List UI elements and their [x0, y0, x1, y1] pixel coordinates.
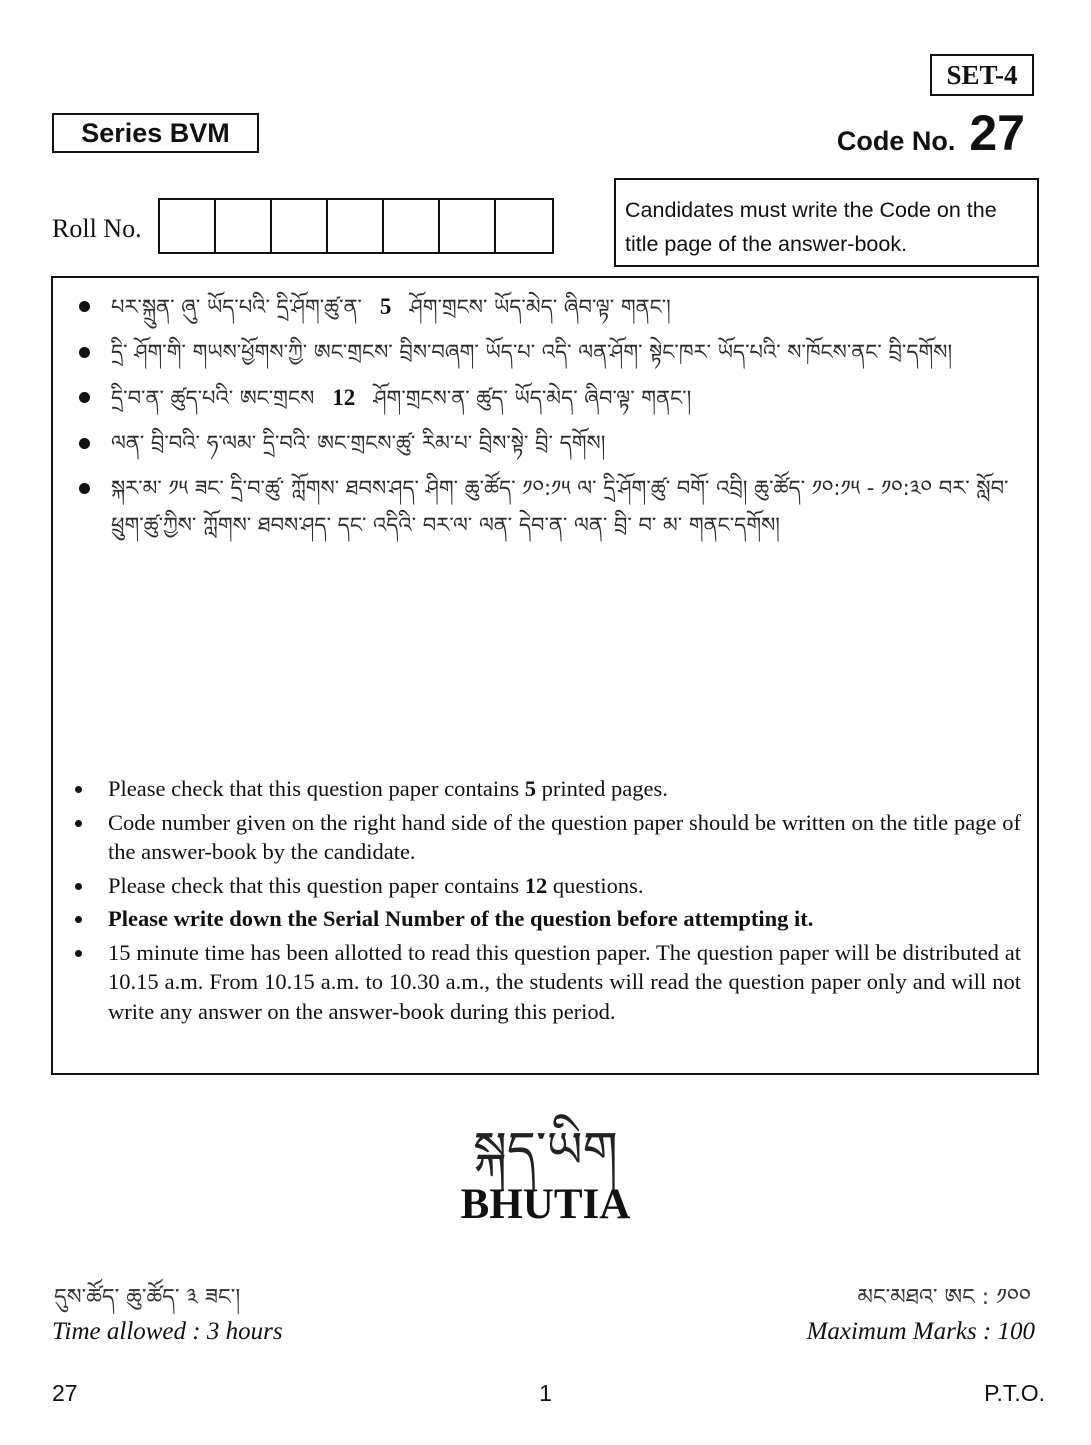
bullet-icon: [75, 950, 82, 957]
series-label: Series BVM: [52, 113, 259, 153]
tibetan-instruction-number: 12: [332, 385, 356, 410]
bullet-icon: [75, 883, 82, 890]
roll-number-box[interactable]: [440, 200, 496, 252]
candidate-note: Candidates must write the Code on the title page of the answer-book.: [614, 178, 1039, 267]
tibetan-instruction-text: སྐར་མ་ ༡༥ ཟང་ དྲི་བ་ཚུ་ ཀློགས་ ཐབས་ཤད་ ཤིག་ ཆུ་ཚོད་ ༡༠:༡༥ ལ་ དྲི་ཤོག་ཚུ་ བགོ་ འབྲི། ཆུ་ཚོད་ ༡༠:༡༥ - ༡༠:༣༠ བར་ སློབ་ཕྲུག་ཚུ་ཀྱིས་ ཀློགས་ ཐབས་ཤད་ དང་ འདིའི་ བར་ལ་ ལན་ དེབ་ན་ ལན་ བྲི་ བ་ མ་ གནང་དགོས།: [111, 476, 1009, 537]
roll-number-boxes[interactable]: [158, 198, 554, 254]
maximum-marks: Maximum Marks : 100: [806, 1318, 1035, 1345]
bullet-icon: [75, 786, 82, 793]
roll-number-box[interactable]: [216, 200, 272, 252]
max-marks-tibetan: མང་མཐའ་ ཨང : ༡༠༠: [857, 1285, 1031, 1310]
tibetan-instruction-item: [53, 288, 1037, 326]
roll-number-box[interactable]: [384, 200, 440, 252]
bullet-icon: [79, 347, 90, 358]
roll-number-box[interactable]: [496, 200, 552, 252]
instruction-number: 5: [524, 776, 537, 801]
roll-number-box[interactable]: [328, 200, 384, 252]
time-allowed: Time allowed : 3 hours: [52, 1318, 283, 1345]
tibetan-instructions: [53, 288, 1037, 552]
instruction-text: Code number given on the right hand side of the question paper should be written on the title page of the answer-book by the candidate.: [108, 809, 1021, 864]
tibetan-instruction-text: པར་སྐྲུན་ ཞུ་ ཡོད་པའི་ དྲི་ཤོག་ཚུ་ན་: [111, 295, 362, 319]
tibetan-instruction-text: དྲི་བ་ན་ ཚུད་པའི་ ཨང་གྲངས: [111, 386, 315, 410]
tibetan-instruction-item: [53, 470, 1037, 544]
instructions-box: [51, 276, 1039, 1075]
please-turn-over: P.T.O.: [984, 1380, 1045, 1406]
bullet-icon: [79, 483, 90, 494]
bullet-icon: [79, 438, 90, 449]
tibetan-instruction-item: [53, 334, 1037, 371]
footer-code: 27: [52, 1380, 78, 1406]
instruction-item: [53, 904, 1037, 934]
code-value: 27: [969, 105, 1025, 161]
page-number: 1: [539, 1380, 552, 1406]
instruction-item: [53, 938, 1037, 1027]
bullet-icon: [75, 820, 82, 827]
english-instructions: [53, 774, 1037, 1030]
bullet-icon: [79, 392, 90, 403]
tibetan-instruction-number: 5: [379, 294, 392, 319]
tibetan-instruction-text: ལན་ བྲི་བའི་ ཧ་ལམ་ དྲི་བའི་ ཨང་གྲངས་ཚུ་ རིམ་པ་ བྲིས་སྟེ་ བྲི་ དགོས།: [111, 431, 606, 455]
instruction-item: [53, 774, 1037, 804]
instruction-text: Please check that this question paper contains: [108, 776, 525, 801]
roll-number-box[interactable]: [160, 200, 216, 252]
code-label: Code No.: [836, 126, 956, 156]
instruction-text: Please write down the Serial Number of the question before attempting it.: [108, 906, 814, 931]
instruction-text: questions.: [547, 872, 644, 898]
tibetan-instruction-text: ཤོག་གྲངས་ ཡོད་མེད་ ཞིབ་ལྟ་ གནང་།: [409, 295, 671, 319]
time-allowed-tibetan: དུས་ཚོད་ ཆུ་ཚོད་ ༣ ཟང་།: [54, 1285, 241, 1310]
instruction-item: [53, 808, 1037, 867]
instruction-number: 12: [524, 872, 548, 898]
tibetan-instruction-text: ཤོག་གྲངས་ན་ ཚུད་ ཡོད་མེད་ ཞིབ་ལྟ་ གནང་།: [373, 386, 692, 410]
roll-number-box[interactable]: [272, 200, 328, 252]
instruction-text: printed pages.: [536, 776, 668, 801]
subject-title-tibetan: སྐད་ཡིག: [473, 1121, 618, 1179]
instruction-text: 15 minute time has been allotted to read this question paper. The question paper will be distributed at 10.15 a.m. From 10.15 a.m. to 10.30 a.m., the students will read the question paper only and will not write any answer on the answer-book during this period.: [108, 939, 1021, 1024]
code-number: [837, 104, 1025, 162]
bullet-icon: [75, 916, 82, 923]
tibetan-instruction-item: [53, 425, 1037, 462]
subject-title: BHUTIA: [460, 1181, 631, 1228]
tibetan-instruction-text: དྲི་ ཤོག་གི་ གཡས་ཕྱོགས་ཀྱི་ ཨང་གྲངས་ བྲིས་བཞག་ ཡོད་པ་ འདི་ ལན་ཤོག་ སྟེང་ཁར་ ཡོད་པའི་ ས་ཁོངས་ནང་ བྲི་དགོས།: [111, 340, 953, 364]
set-badge: SET-4: [930, 54, 1034, 96]
instruction-item: [53, 871, 1037, 901]
bullet-icon: [79, 301, 90, 312]
instruction-text: Please check that this question paper contains: [108, 872, 525, 898]
roll-number-label: Roll No.: [52, 214, 142, 243]
tibetan-instruction-item: [53, 379, 1037, 417]
